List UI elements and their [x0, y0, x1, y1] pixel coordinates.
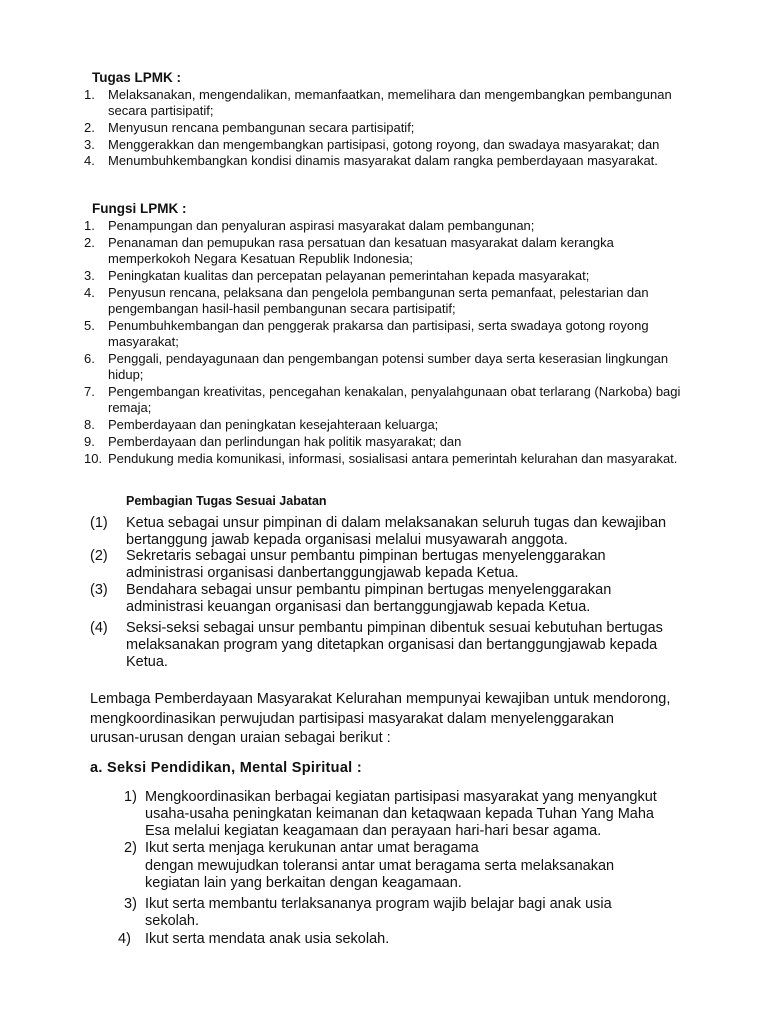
item-line: Ketua sebagai unsur pimpinan di dalam melaksanakan seluruh tugas dan kewajiban	[126, 515, 667, 531]
item-line: bertanggung jawab kepada organisasi melalui musyawarah anggota.	[126, 532, 568, 548]
item-line: Menyusun rencana pembangunan secara partisipatif;	[108, 120, 415, 135]
item-line: Esa melalui kegiatan keagamaan dan perayaan hari-hari besar agama.	[145, 823, 602, 839]
item-number: 8.	[84, 417, 95, 432]
item-line: Pengembangan kreativitas, pencegahan kenakalan, penyalahgunaan obat terlarang (Narkoba) bagi	[108, 384, 681, 399]
item-line: Ketua.	[126, 654, 168, 670]
lembaga-line: urusan-urusan dengan uraian sebagai berikut :	[90, 730, 391, 746]
item-line: Penanaman dan pemupukan rasa persatuan dan kesatuan masyarakat dalam kerangka	[108, 235, 614, 250]
item-line: Penumbuhkembangan dan penggerak prakarsa dan partisipasi, serta swadaya gotong royong	[108, 318, 649, 333]
item-number: 4.	[84, 153, 95, 168]
item-line: Pemberdayaan dan peningkatan kesejahteraan keluarga;	[108, 417, 439, 432]
item-line: secara partisipatif;	[108, 103, 214, 118]
item-line: Penyusun rencana, pelaksana dan pengelola pembangunan serta pemanfaat, pelestarian dan	[108, 285, 649, 300]
item-line: administrasi organisasi danbertanggungjawab kepada Ketua.	[126, 565, 519, 581]
item-line: administrasi keuangan organisasi dan bertanggungjawab kepada Ketua.	[126, 599, 591, 615]
item-number: 2)	[124, 840, 137, 856]
item-line: Sekretaris sebagai unsur pembantu pimpinan bertugas menyelenggarakan	[126, 548, 606, 564]
item-number: 1)	[124, 789, 137, 805]
item-number: 1.	[84, 87, 95, 102]
item-line: hidup;	[108, 367, 144, 382]
item-number: 5.	[84, 318, 95, 333]
item-number: (2)	[90, 548, 108, 564]
item-number: 4)	[118, 931, 131, 947]
item-line: Seksi-seksi sebagai unsur pembantu pimpinan dibentuk sesuai kebutuhan bertugas	[126, 620, 663, 636]
item-line: Melaksanakan, mengendalikan, memanfaatkan, memelihara dan mengembangkan pembangunan	[108, 87, 672, 102]
item-number: 1.	[84, 218, 95, 233]
item-line: dengan mewujudkan toleransi antar umat beragama serta melaksanakan	[145, 858, 615, 874]
item-number: 6.	[84, 351, 95, 366]
tugas-heading: Tugas LPMK :	[92, 70, 181, 85]
item-line: Pendukung media komunikasi, informasi, sosialisasi antara pemerintah kelurahan dan masyarakat.	[108, 451, 678, 466]
item-line: Menumbuhkembangkan kondisi dinamis masyarakat dalam rangka pemberdayaan masyarakat.	[108, 153, 658, 168]
item-line: Peningkatan kualitas dan percepatan pelayanan pemerintahan kepada masyarakat;	[108, 268, 590, 283]
item-line: Mengkoordinasikan berbagai kegiatan partisipasi masyarakat yang menyangkut	[145, 789, 657, 805]
item-number: (3)	[90, 582, 108, 598]
item-number: 3)	[124, 896, 137, 912]
item-number: 2.	[84, 120, 95, 135]
item-line: Ikut serta membantu terlaksananya program wajib belajar bagi anak usia	[145, 896, 612, 912]
item-line: Ikut serta mendata anak usia sekolah.	[145, 931, 390, 947]
item-number: 7.	[84, 384, 95, 399]
item-number: 2.	[84, 235, 95, 250]
item-number: 3.	[84, 268, 95, 283]
item-number: 10.	[84, 451, 103, 466]
item-line: Bendahara sebagai unsur pembantu pimpinan bertugas menyelenggarakan	[126, 582, 612, 598]
item-number: 3.	[84, 137, 95, 152]
seksi-heading: a. Seksi Pendidikan, Mental Spiritual :	[90, 760, 362, 776]
item-number: 9.	[84, 434, 95, 449]
item-line: usaha-usaha peningkatan keimanan dan ketaqwaan kepada Tuhan Yang Maha	[145, 806, 654, 822]
item-line: Penampungan dan penyaluran aspirasi masyarakat dalam pembangunan;	[108, 218, 535, 233]
item-line: Menggerakkan dan mengembangkan partisipasi, gotong royong, dan swadaya masyarakat; dan	[108, 137, 660, 152]
item-line: Ikut serta menjaga kerukunan antar umat beragama	[145, 840, 479, 856]
pembagian-heading: Pembagian Tugas Sesuai Jabatan	[126, 494, 327, 508]
item-line: melaksanakan program yang ditetapkan organisasi dan bertanggungjawab kepada	[126, 637, 658, 653]
item-number: (1)	[90, 515, 108, 531]
lembaga-line: mengkoordinasikan perwujudan partisipasi masyarakat dalam menyelenggarakan	[90, 711, 614, 727]
item-line: kegiatan lain yang berkaitan dengan keagamaan.	[145, 875, 462, 891]
item-line: Penggali, pendayagunaan dan pengembangan potensi sumber daya serta keserasian lingkungan	[108, 351, 669, 366]
item-line: Pemberdayaan dan perlindungan hak politik masyarakat; dan	[108, 434, 462, 449]
item-number: 4.	[84, 285, 95, 300]
item-line: memperkokoh Negara Kesatuan Republik Indonesia;	[108, 251, 413, 266]
item-line: masyarakat;	[108, 334, 179, 349]
lembaga-line: Lembaga Pemberdayaan Masyarakat Kelurahan mempunyai kewajiban untuk mendorong,	[90, 691, 671, 707]
item-number: (4)	[90, 620, 108, 636]
fungsi-heading: Fungsi LPMK :	[92, 201, 187, 216]
item-line: pengembangan hasil-hasil pembangunan secara partisipatif;	[108, 301, 456, 316]
item-line: remaja;	[108, 400, 152, 415]
item-line: sekolah.	[145, 913, 200, 929]
